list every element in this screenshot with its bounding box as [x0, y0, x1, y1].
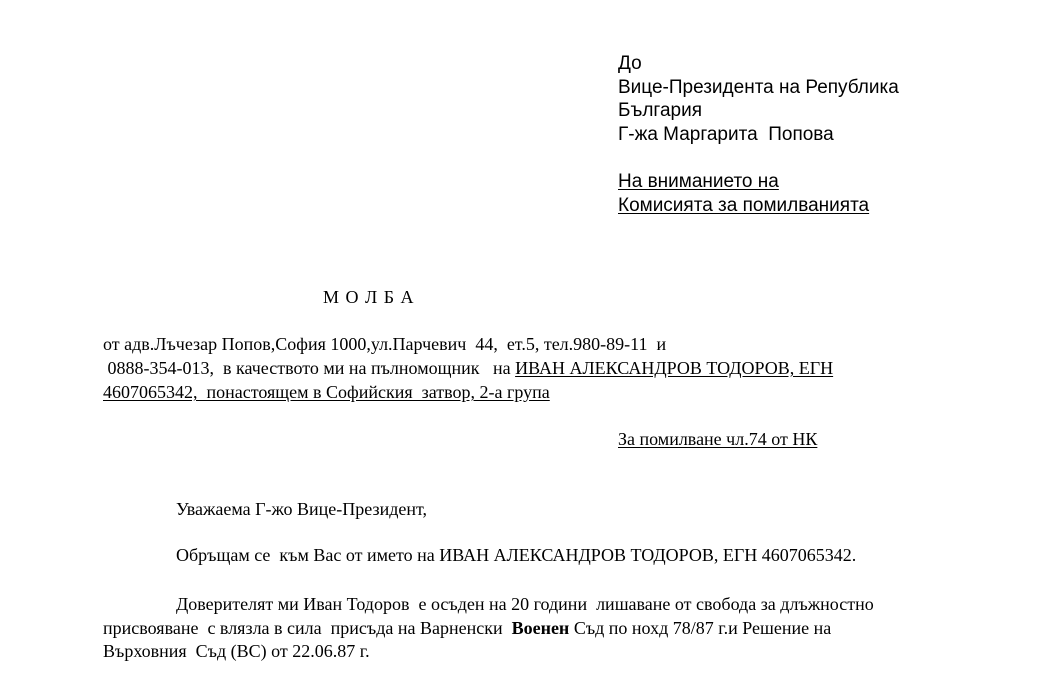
- bold-word-military: Военен: [511, 618, 570, 638]
- paragraph-2-line-3: Върховния Съд (ВС) от 22.06.87 г.: [103, 641, 370, 661]
- addressee-to: До: [618, 53, 642, 74]
- paragraph-2-line-2: [103, 619, 831, 637]
- sender-line-1: от адв.Лъчезар Попов,София 1000,ул.Парчевич 44, ет.5, тел.980-89-11 и: [103, 334, 667, 354]
- sender-line-3: 4607065342, понастоящем в Софийския затвор, 2-а група: [103, 382, 550, 402]
- addressee-line-1: Вице-Президента на Република: [618, 77, 899, 98]
- addressee-line-2: България: [618, 100, 702, 121]
- paragraph-2-line-2-start: присвояване с влязла в сила присъда на Варненски: [103, 618, 512, 638]
- greeting: Уважаема Г-жо Вице-Президент,: [176, 499, 428, 519]
- attention-line-2: Комисията за помилванията: [618, 195, 870, 216]
- sender-line-2: [103, 359, 833, 377]
- document-title: М О Л Б А: [323, 287, 415, 307]
- attention-line-1: На вниманието на: [618, 171, 779, 192]
- paragraph-2-line-1: Доверителят ми Иван Тодоров е осъден на 20 години лишаване от свобода за длъжностно: [176, 594, 874, 614]
- paragraph-2-line-2-end: Съд по нохд 78/87 г.и Решение на: [569, 618, 832, 638]
- client-name-underlined: ИВАН АЛЕКСАНДРОВ ТОДОРОВ, ЕГН: [515, 358, 834, 378]
- sender-line-2-text: 0888-354-013, в качеството ми на пълномощник на: [103, 358, 516, 378]
- addressee-line-3: Г-жа Маргарита Попова: [618, 124, 834, 145]
- subject-line: За помилване чл.74 от НК: [618, 429, 818, 449]
- paragraph-1: Обръщам се към Вас от името на ИВАН АЛЕКСАНДРОВ ТОДОРОВ, ЕГН 4607065342.: [176, 545, 857, 565]
